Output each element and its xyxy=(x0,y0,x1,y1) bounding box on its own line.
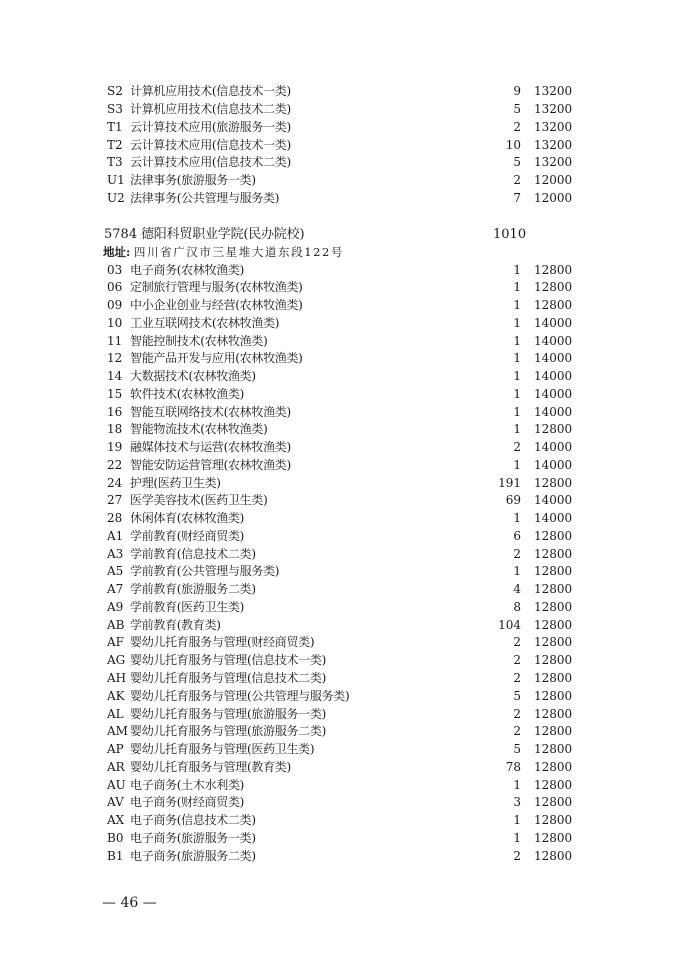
program-count: 1 xyxy=(513,511,521,525)
program-row xyxy=(0,580,680,598)
program-fee: 12800 xyxy=(534,653,573,667)
program-fee: 12800 xyxy=(534,813,573,827)
program-fee: 12800 xyxy=(534,263,573,277)
program-count: 2 xyxy=(513,173,521,187)
program-row xyxy=(0,669,680,687)
program-fee: 14000 xyxy=(534,334,573,348)
program-name: 智能互联网络技术(农林牧渔类) xyxy=(130,405,291,419)
program-row xyxy=(0,740,680,758)
program-fee: 14000 xyxy=(534,387,573,401)
program-fee: 12800 xyxy=(534,671,573,685)
program-code: 15 xyxy=(107,387,123,401)
program-name: 计算机应用技术(信息技术二类) xyxy=(130,102,291,116)
program-code: AB xyxy=(107,618,125,632)
program-count: 5 xyxy=(513,742,521,756)
program-code: 09 xyxy=(107,298,123,312)
address-text: 四川省广汉市三星堆大道东段122号 xyxy=(133,245,345,259)
program-name: 婴幼儿托育服务与管理(公共管理与服务类) xyxy=(130,689,350,703)
program-name: 智能控制技术(农林牧渔类) xyxy=(130,334,268,348)
program-fee: 14000 xyxy=(534,351,573,365)
program-name: 学前教育(公共管理与服务类) xyxy=(130,564,280,578)
program-code: AU xyxy=(107,778,126,792)
program-fee: 13200 xyxy=(534,155,573,169)
program-name: 工业互联网技术(农林牧渔类) xyxy=(130,316,280,330)
program-code: S2 xyxy=(107,84,123,98)
program-count: 2 xyxy=(513,653,521,667)
program-code: AX xyxy=(107,813,125,827)
program-name: 电子商务(财经商贸类) xyxy=(130,795,245,809)
program-row xyxy=(0,367,680,385)
program-row xyxy=(0,616,680,634)
program-row xyxy=(0,385,680,403)
program-row xyxy=(0,261,680,279)
program-fee: 12000 xyxy=(534,191,573,205)
program-count: 1 xyxy=(513,387,521,401)
program-fee: 12000 xyxy=(534,173,573,187)
program-code: AF xyxy=(107,635,124,649)
program-count: 69 xyxy=(505,493,521,507)
program-name: 医学美容技术(医药卫生类) xyxy=(130,493,268,507)
program-fee: 12800 xyxy=(534,760,573,774)
program-name: 智能物流技术(农林牧渔类) xyxy=(130,422,268,436)
program-count: 5 xyxy=(513,102,521,116)
program-fee: 12800 xyxy=(534,742,573,756)
program-name: 云计算技术应用(信息技术一类) xyxy=(130,138,291,152)
program-code: S3 xyxy=(107,102,123,116)
program-code: 11 xyxy=(107,334,123,348)
program-row xyxy=(0,438,680,456)
program-code: AR xyxy=(107,760,125,774)
program-count: 3 xyxy=(513,795,521,809)
program-row xyxy=(0,491,680,509)
program-row xyxy=(0,420,680,438)
program-code: AK xyxy=(107,689,125,703)
program-row xyxy=(0,545,680,563)
program-code: 12 xyxy=(107,351,123,365)
program-count: 191 xyxy=(498,476,521,490)
program-fee: 13200 xyxy=(534,138,573,152)
program-count: 1 xyxy=(513,778,521,792)
program-name: 护理(医药卫生类) xyxy=(130,476,221,490)
program-count: 10 xyxy=(505,138,521,152)
program-row xyxy=(0,296,680,314)
program-fee: 12800 xyxy=(534,529,573,543)
program-row xyxy=(0,171,680,189)
program-name: 婴幼儿托育服务与管理(旅游服务一类) xyxy=(130,707,326,721)
program-name: 婴幼儿托育服务与管理(财经商贸类) xyxy=(130,635,315,649)
program-count: 1 xyxy=(513,813,521,827)
program-name: 休闲体育(农林牧渔类) xyxy=(130,511,245,525)
program-code: 24 xyxy=(107,476,123,490)
address-label: 地址: xyxy=(103,245,131,259)
program-fee: 13200 xyxy=(534,102,573,116)
program-name: 电子商务(土木水利类) xyxy=(130,778,245,792)
program-row xyxy=(0,136,680,154)
program-name: 婴幼儿托育服务与管理(医药卫生类) xyxy=(130,742,315,756)
program-code: T1 xyxy=(107,120,123,134)
program-code: U1 xyxy=(107,173,125,187)
program-fee: 14000 xyxy=(534,440,573,454)
program-code: AG xyxy=(107,653,126,667)
program-name: 学前教育(教育类) xyxy=(130,618,221,632)
program-count: 2 xyxy=(513,849,521,863)
program-count: 2 xyxy=(513,120,521,134)
program-row xyxy=(0,118,680,136)
program-count: 78 xyxy=(505,760,521,774)
program-row xyxy=(0,758,680,776)
program-code: A3 xyxy=(107,547,124,561)
program-name: 学前教育(医药卫生类) xyxy=(130,600,245,614)
program-fee: 12800 xyxy=(534,618,573,632)
program-row xyxy=(0,562,680,580)
program-count: 1 xyxy=(513,458,521,472)
page-number: — 46 — xyxy=(102,895,157,911)
program-fee: 12800 xyxy=(534,298,573,312)
program-count: 2 xyxy=(513,724,521,738)
program-count: 2 xyxy=(513,440,521,454)
program-fee: 13200 xyxy=(534,84,573,98)
program-code: A9 xyxy=(107,600,124,614)
program-code: T3 xyxy=(107,155,123,169)
program-name: 云计算技术应用(信息技术二类) xyxy=(130,155,291,169)
program-code: B0 xyxy=(107,831,124,845)
program-count: 5 xyxy=(513,155,521,169)
program-name: 法律事务(公共管理与服务类) xyxy=(130,191,280,205)
program-count: 2 xyxy=(513,635,521,649)
program-fee: 12800 xyxy=(534,422,573,436)
program-name: 学前教育(信息技术二类) xyxy=(130,547,256,561)
program-row xyxy=(0,100,680,118)
program-fee: 12800 xyxy=(534,724,573,738)
program-row xyxy=(0,278,680,296)
program-fee: 14000 xyxy=(534,369,573,383)
program-code: 06 xyxy=(107,280,123,294)
program-fee: 12800 xyxy=(534,547,573,561)
program-count: 1 xyxy=(513,334,521,348)
program-code: 10 xyxy=(107,316,123,330)
program-name: 云计算技术应用(旅游服务一类) xyxy=(130,120,291,134)
program-fee: 12800 xyxy=(534,778,573,792)
program-count: 4 xyxy=(513,582,521,596)
program-row xyxy=(0,527,680,545)
program-row xyxy=(0,82,680,100)
program-count: 2 xyxy=(513,547,521,561)
program-name: 婴幼儿托育服务与管理(旅游服务二类) xyxy=(130,724,326,738)
program-row xyxy=(0,456,680,474)
program-row xyxy=(0,847,680,865)
program-count: 6 xyxy=(513,529,521,543)
program-name: 大数据技术(农林牧渔类) xyxy=(130,369,256,383)
program-count: 9 xyxy=(513,84,521,98)
school-id: 5784 xyxy=(104,227,138,242)
program-name: 中小企业创业与经营(农林牧渔类) xyxy=(130,298,303,312)
program-count: 1 xyxy=(513,351,521,365)
program-name: 软件技术(农林牧渔类) xyxy=(130,387,245,401)
program-name: 学前教育(财经商贸类) xyxy=(130,529,245,543)
program-name: 电子商务(信息技术二类) xyxy=(130,813,256,827)
program-fee: 12800 xyxy=(534,476,573,490)
program-fee: 14000 xyxy=(534,316,573,330)
program-name: 电子商务(旅游服务一类) xyxy=(130,831,256,845)
program-code: AV xyxy=(107,795,124,809)
program-name: 法律事务(旅游服务一类) xyxy=(130,173,256,187)
program-fee: 14000 xyxy=(534,493,573,507)
program-name: 计算机应用技术(信息技术一类) xyxy=(130,84,291,98)
program-code: AH xyxy=(107,671,127,685)
program-fee: 12800 xyxy=(534,635,573,649)
program-row xyxy=(0,474,680,492)
program-row xyxy=(0,722,680,740)
program-name: 电子商务(旅游服务二类) xyxy=(130,849,256,863)
program-name: 婴幼儿托育服务与管理(信息技术二类) xyxy=(130,671,326,685)
program-fee: 12800 xyxy=(534,689,573,703)
school-name: 德阳科贸职业学院(民办院校) xyxy=(141,227,305,242)
program-code: 14 xyxy=(107,369,123,383)
program-fee: 12800 xyxy=(534,582,573,596)
school-total: 1010 xyxy=(493,227,527,242)
program-row xyxy=(0,651,680,669)
program-fee: 12800 xyxy=(534,795,573,809)
program-name: 融媒体技术与运营(农林牧渔类) xyxy=(130,440,291,454)
program-count: 1 xyxy=(513,298,521,312)
school-header xyxy=(0,225,680,245)
program-code: 19 xyxy=(107,440,123,454)
program-code: U2 xyxy=(107,191,125,205)
program-row xyxy=(0,829,680,847)
program-fee: 14000 xyxy=(534,458,573,472)
program-code: AL xyxy=(107,707,124,721)
program-name: 婴幼儿托育服务与管理(教育类) xyxy=(130,760,291,774)
program-row xyxy=(0,349,680,367)
program-fee: 13200 xyxy=(534,120,573,134)
program-row xyxy=(0,811,680,829)
program-fee: 12800 xyxy=(534,280,573,294)
program-code: A1 xyxy=(107,529,124,543)
program-fee: 14000 xyxy=(534,511,573,525)
program-row xyxy=(0,332,680,350)
program-row xyxy=(0,633,680,651)
program-row xyxy=(0,793,680,811)
program-count: 2 xyxy=(513,671,521,685)
program-fee: 12800 xyxy=(534,707,573,721)
program-code: AM xyxy=(107,724,128,738)
program-name: 学前教育(旅游服务二类) xyxy=(130,582,256,596)
program-name: 智能产品开发与应用(农林牧渔类) xyxy=(130,351,303,365)
program-fee: 12800 xyxy=(534,831,573,845)
program-fee: 12800 xyxy=(534,600,573,614)
program-count: 1 xyxy=(513,280,521,294)
program-code: B1 xyxy=(107,849,124,863)
program-name: 婴幼儿托育服务与管理(信息技术一类) xyxy=(130,653,326,667)
program-row xyxy=(0,509,680,527)
program-fee: 14000 xyxy=(534,405,573,419)
program-row xyxy=(0,776,680,794)
program-count: 2 xyxy=(513,707,521,721)
program-code: A7 xyxy=(107,582,124,596)
program-count: 8 xyxy=(513,600,521,614)
program-code: 03 xyxy=(107,263,123,277)
program-fee: 12800 xyxy=(534,564,573,578)
program-code: T2 xyxy=(107,138,123,152)
program-row xyxy=(0,153,680,171)
program-count: 1 xyxy=(513,831,521,845)
program-row xyxy=(0,189,680,207)
program-code: 16 xyxy=(107,405,123,419)
program-name: 智能安防运营管理(农林牧渔类) xyxy=(130,458,291,472)
program-name: 电子商务(农林牧渔类) xyxy=(130,263,245,277)
program-count: 1 xyxy=(513,316,521,330)
program-code: 22 xyxy=(107,458,123,472)
program-count: 5 xyxy=(513,689,521,703)
program-row xyxy=(0,687,680,705)
program-row xyxy=(0,598,680,616)
program-code: 27 xyxy=(107,493,123,507)
program-code: A5 xyxy=(107,564,124,578)
program-count: 1 xyxy=(513,422,521,436)
school-address xyxy=(103,243,344,261)
program-count: 7 xyxy=(513,191,521,205)
program-count: 1 xyxy=(513,564,521,578)
program-count: 1 xyxy=(513,369,521,383)
program-name: 定制旅行管理与服务(农林牧渔类) xyxy=(130,280,303,294)
program-count: 104 xyxy=(498,618,521,632)
program-count: 1 xyxy=(513,263,521,277)
program-code: 28 xyxy=(107,511,123,525)
program-row xyxy=(0,403,680,421)
program-count: 1 xyxy=(513,405,521,419)
program-row xyxy=(0,314,680,332)
program-fee: 12800 xyxy=(534,849,573,863)
program-code: 18 xyxy=(107,422,123,436)
program-code: AP xyxy=(107,742,124,756)
program-row xyxy=(0,705,680,723)
